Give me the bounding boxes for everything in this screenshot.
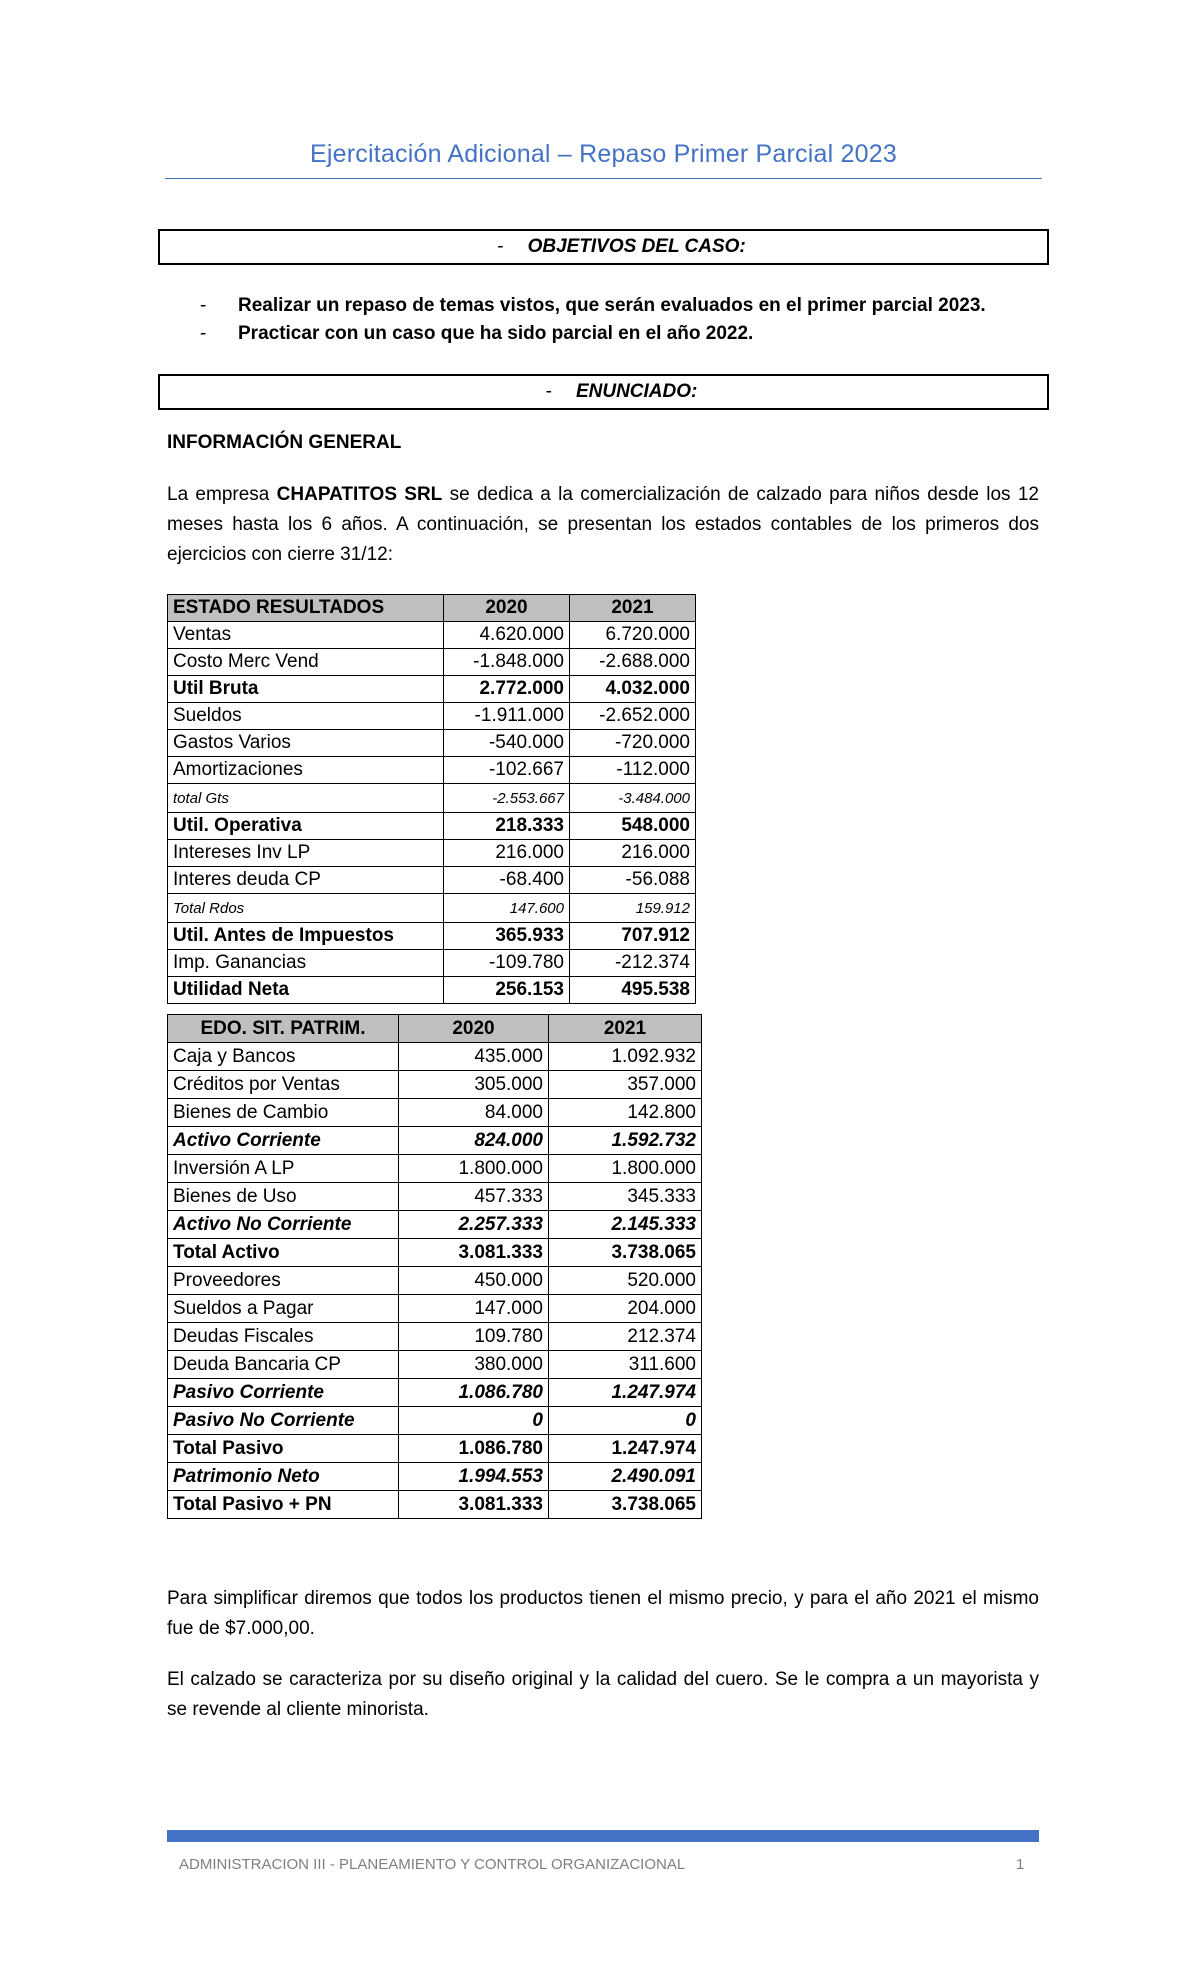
value-2021: 495.538 [570, 977, 696, 1004]
objetivos-dash: - [497, 236, 504, 257]
value-2021: 216.000 [570, 840, 696, 867]
company-name: CHAPATITOS SRL [276, 484, 443, 505]
row-label: Total Activo [168, 1239, 399, 1267]
table-header-label: ESTADO RESULTADOS [168, 595, 444, 622]
row-label: Intereses Inv LP [168, 840, 444, 867]
row-label: Ventas [168, 622, 444, 649]
row-label: Caja y Bancos [168, 1043, 399, 1071]
row-label: total Gts [168, 784, 444, 813]
row-label: Util Bruta [168, 676, 444, 703]
value-2021: 1.800.000 [549, 1155, 702, 1183]
value-2021: 1.247.974 [549, 1435, 702, 1463]
row-label: Pasivo Corriente [168, 1379, 399, 1407]
table-row [168, 894, 696, 923]
value-2020: -1.911.000 [444, 703, 570, 730]
header-divider [165, 178, 1042, 179]
table-row [168, 730, 696, 757]
page-number: 1 [1016, 1856, 1025, 1873]
value-2021: 3.738.065 [549, 1491, 702, 1519]
table-row [168, 1071, 702, 1099]
row-label: Total Rdos [168, 894, 444, 923]
row-label: Inversión A LP [168, 1155, 399, 1183]
row-label: Gastos Varios [168, 730, 444, 757]
enunciado-title: ENUNCIADO: [575, 381, 698, 402]
value-2020: 84.000 [399, 1099, 549, 1127]
row-label: Proveedores [168, 1267, 399, 1295]
value-2020: 365.933 [444, 923, 570, 950]
table-row [168, 1351, 702, 1379]
closing-paragraph-1: Para simplificar diremos que todos los productos tienen el mismo precio, y para el año 2021 el mismo fue de $7.000,00. [167, 1588, 1039, 1639]
list-item: - Realizar un repaso de temas vistos, que serán evaluados en el primer parcial 2023. [200, 295, 986, 316]
value-2021: 3.738.065 [549, 1239, 702, 1267]
row-label: Deudas Fiscales [168, 1323, 399, 1351]
row-label: Total Pasivo [168, 1435, 399, 1463]
table-row [168, 1183, 702, 1211]
table-row [168, 867, 696, 894]
table-row [168, 1435, 702, 1463]
table-row [168, 1127, 702, 1155]
estado-situacion-table [167, 1014, 702, 1519]
row-label: Activo Corriente [168, 1127, 399, 1155]
value-2021: 520.000 [549, 1267, 702, 1295]
row-label: Utilidad Neta [168, 977, 444, 1004]
value-2020: 2.772.000 [444, 676, 570, 703]
closing-paragraph-2: El calzado se caracteriza por su diseño original y la calidad del cuero. Se le compra a un mayorista y se revende al cliente minorista. [167, 1669, 1039, 1720]
enunciado-section-header [158, 374, 1049, 410]
row-label: Pasivo No Corriente [168, 1407, 399, 1435]
value-2021: 2.490.091 [549, 1463, 702, 1491]
info-heading: INFORMACIÓN GENERAL [167, 432, 402, 453]
row-label: Bienes de Uso [168, 1183, 399, 1211]
value-2021: 1.247.974 [549, 1379, 702, 1407]
value-2021: -3.484.000 [570, 784, 696, 813]
value-2021: 2.145.333 [549, 1211, 702, 1239]
value-2020: 435.000 [399, 1043, 549, 1071]
value-2021: -56.088 [570, 867, 696, 894]
value-2020: 305.000 [399, 1071, 549, 1099]
value-2020: 216.000 [444, 840, 570, 867]
value-2020: -109.780 [444, 950, 570, 977]
row-label: Activo No Corriente [168, 1211, 399, 1239]
value-2021: -720.000 [570, 730, 696, 757]
value-2020: 1.086.780 [399, 1379, 549, 1407]
value-2021: -212.374 [570, 950, 696, 977]
value-2021: 345.333 [549, 1183, 702, 1211]
value-2021: 142.800 [549, 1099, 702, 1127]
value-2021: 357.000 [549, 1071, 702, 1099]
table-row [168, 1295, 702, 1323]
intro-post: se dedica a la comercialización de calzado para niños desde los 12 meses hasta los 6 años. A continuación, se presentan los estados contables de los primeros dos ejercicios con cierre 31/12: [167, 484, 1039, 565]
value-2020: 3.081.333 [399, 1239, 549, 1267]
value-2021: 548.000 [570, 813, 696, 840]
value-2020: 2.257.333 [399, 1211, 549, 1239]
list-item: - Practicar con un caso que ha sido parcial en el año 2022. [200, 323, 754, 344]
table-row [168, 649, 696, 676]
table-row [168, 950, 696, 977]
table-header-row [168, 595, 696, 622]
table-row [168, 840, 696, 867]
objetivo-text: Practicar con un caso que ha sido parcial en el año 2022. [238, 323, 754, 344]
value-2021: 311.600 [549, 1351, 702, 1379]
value-2020: 450.000 [399, 1267, 549, 1295]
value-2021: 0 [549, 1407, 702, 1435]
page-header-title: Ejercitación Adicional – Repaso Primer Parcial 2023 [310, 140, 897, 168]
table-row [168, 977, 696, 1004]
value-2020: 147.000 [399, 1295, 549, 1323]
table-row [168, 1267, 702, 1295]
row-label: Total Pasivo + PN [168, 1491, 399, 1519]
value-2021: 159.912 [570, 894, 696, 923]
enunciado-dash: - [545, 381, 552, 402]
objetivos-section-header [158, 229, 1049, 265]
table-header-label: EDO. SIT. PATRIM. [168, 1015, 399, 1043]
value-2020: -2.553.667 [444, 784, 570, 813]
table-row [168, 1407, 702, 1435]
table-row [168, 703, 696, 730]
row-label: Deuda Bancaria CP [168, 1351, 399, 1379]
value-2020: -68.400 [444, 867, 570, 894]
table-row [168, 1379, 702, 1407]
table-row [168, 757, 696, 784]
table-row [168, 1043, 702, 1071]
footer-course-title: ADMINISTRACION III - PLANEAMIENTO Y CONTROL ORGANIZACIONAL [179, 1856, 686, 1873]
row-label: Bienes de Cambio [168, 1099, 399, 1127]
estado-resultados-table [167, 594, 696, 1004]
value-2020: -1.848.000 [444, 649, 570, 676]
value-2021: -112.000 [570, 757, 696, 784]
value-2020: -540.000 [444, 730, 570, 757]
row-label: Créditos por Ventas [168, 1071, 399, 1099]
value-2021: 1.592.732 [549, 1127, 702, 1155]
row-label: Costo Merc Vend [168, 649, 444, 676]
value-2020: 457.333 [399, 1183, 549, 1211]
row-label: Interes deuda CP [168, 867, 444, 894]
table-row [168, 1239, 702, 1267]
table-row [168, 923, 696, 950]
value-2021: -2.688.000 [570, 649, 696, 676]
table-header-year: 2020 [399, 1015, 549, 1043]
value-2021: 1.092.932 [549, 1043, 702, 1071]
value-2021: -2.652.000 [570, 703, 696, 730]
table-header-row [168, 1015, 702, 1043]
value-2020: 1.994.553 [399, 1463, 549, 1491]
value-2021: 707.912 [570, 923, 696, 950]
value-2020: 3.081.333 [399, 1491, 549, 1519]
table-row [168, 1155, 702, 1183]
value-2020: 824.000 [399, 1127, 549, 1155]
value-2020: 147.600 [444, 894, 570, 923]
intro-pre: La empresa [167, 484, 277, 505]
value-2020: 1.800.000 [399, 1155, 549, 1183]
table-row [168, 1211, 702, 1239]
row-label: Util. Operativa [168, 813, 444, 840]
row-label: Patrimonio Neto [168, 1463, 399, 1491]
table-row [168, 784, 696, 813]
value-2020: 218.333 [444, 813, 570, 840]
row-label: Sueldos [168, 703, 444, 730]
row-label: Imp. Ganancias [168, 950, 444, 977]
intro-paragraph [167, 480, 1039, 570]
row-label: Amortizaciones [168, 757, 444, 784]
table-header-year: 2021 [570, 595, 696, 622]
value-2020: 109.780 [399, 1323, 549, 1351]
table-row [168, 1323, 702, 1351]
row-label: Util. Antes de Impuestos [168, 923, 444, 950]
objetivos-title: OBJETIVOS DEL CASO: [527, 236, 746, 257]
table-row [168, 1099, 702, 1127]
footer-bar [167, 1830, 1039, 1842]
value-2020: 0 [399, 1407, 549, 1435]
value-2021: 204.000 [549, 1295, 702, 1323]
value-2020: 380.000 [399, 1351, 549, 1379]
table-row [168, 1463, 702, 1491]
objetivos-list [200, 292, 986, 348]
table-row [168, 1491, 702, 1519]
table-row [168, 813, 696, 840]
objetivo-text: Realizar un repaso de temas vistos, que serán evaluados en el primer parcial 2023. [238, 295, 986, 316]
table-row [168, 676, 696, 703]
value-2020: 4.620.000 [444, 622, 570, 649]
value-2021: 212.374 [549, 1323, 702, 1351]
row-label: Sueldos a Pagar [168, 1295, 399, 1323]
value-2020: -102.667 [444, 757, 570, 784]
value-2021: 6.720.000 [570, 622, 696, 649]
value-2021: 4.032.000 [570, 676, 696, 703]
table-row [168, 622, 696, 649]
value-2020: 1.086.780 [399, 1435, 549, 1463]
table-header-year: 2021 [549, 1015, 702, 1043]
table-header-year: 2020 [444, 595, 570, 622]
value-2020: 256.153 [444, 977, 570, 1004]
